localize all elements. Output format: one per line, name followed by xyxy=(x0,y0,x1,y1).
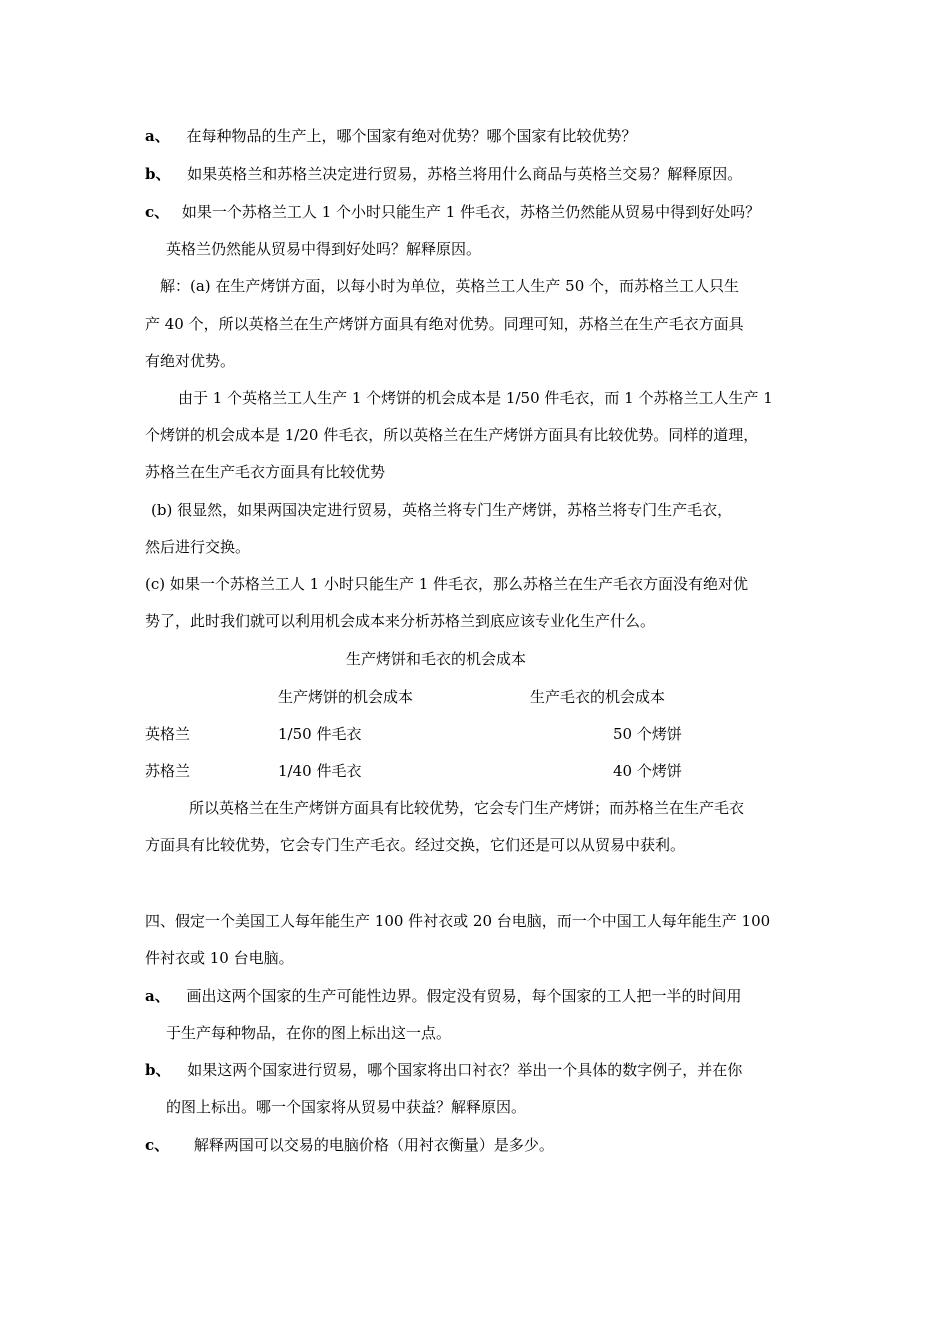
conclusion-line: 所以英格兰在生产烤饼方面具有比较优势，它会专门生产烤饼；而苏格兰在生产毛衣 xyxy=(189,799,745,817)
question-text: 在每种物品的生产上，哪个国家有绝对优势？哪个国家有比较优势？ xyxy=(186,127,637,145)
table-cell: 英格兰 xyxy=(145,725,191,743)
table-header: 生产毛衣的机会成本 xyxy=(530,688,666,706)
answer-c-line: (c) 如果一个苏格兰工人 1 小时只能生产 1 件毛衣，那么苏格兰在生产毛衣方面没有绝对优 xyxy=(145,575,749,593)
answer-a-line: 苏格兰在生产毛衣方面具有比较优势 xyxy=(145,463,386,481)
question-text: 如果一个苏格兰工人 1 个小时只能生产 1 件毛衣，苏格兰仍然能从贸易中得到好处吗？ xyxy=(181,203,761,221)
question-text: 如果这两个国家进行贸易，哪个国家将出口衬衣？举出一个具体的数字例子，并在你 xyxy=(187,1061,743,1079)
answer-a-line: 有绝对优势。 xyxy=(145,352,236,370)
answer-c-line: 势了，此时我们就可以利用机会成本来分析苏格兰到底应该专业化生产什么。 xyxy=(145,612,656,630)
table-cell: 40 个烤饼 xyxy=(613,762,682,780)
question-marker: a、 xyxy=(145,127,170,145)
section-4-intro: 四、假定一个美国工人每年能生产 100 件衬衣或 20 台电脑，而一个中国工人每年能生产 100 xyxy=(145,912,771,930)
answer-a-line: 个烤饼的机会成本是 1/20 件毛衣，所以英格兰在生产烤饼方面具有比较优势。同样的道理， xyxy=(145,426,759,444)
answer-a-line: 由于 1 个英格兰工人生产 1 个烤饼的机会成本是 1/50 件毛衣，而 1 个苏格兰工人生产 1 xyxy=(178,389,773,407)
question-a-cont: 于生产每种物品，在你的图上标出这一点。 xyxy=(166,1024,452,1042)
question-c xyxy=(145,201,760,222)
answer-a-line: 解：(a) 在生产烤饼方面，以每小时为单位，英格兰工人生产 50 个，而苏格兰工人只生 xyxy=(160,277,740,295)
question-b xyxy=(145,1059,742,1080)
question-marker: a、 xyxy=(145,987,170,1005)
table-cell: 1/50 件毛衣 xyxy=(278,725,362,743)
question-a xyxy=(145,985,742,1006)
answer-b-line: (b) 很显然，如果两国决定进行贸易，英格兰将专门生产烤饼，苏格兰将专门生产毛衣， xyxy=(151,501,733,519)
conclusion-line: 方面具有比较优势，它会专门生产毛衣。经过交换，它们还是可以从贸易中获利。 xyxy=(145,836,686,854)
question-text: 如果英格兰和苏格兰决定进行贸易，苏格兰将用什么商品与英格兰交易？解释原因。 xyxy=(187,165,743,183)
table-cell: 1/40 件毛衣 xyxy=(278,762,362,780)
question-text: 解释两国可以交易的电脑价格（用衬衣衡量）是多少。 xyxy=(193,1136,554,1154)
table-cell: 50 个烤饼 xyxy=(613,725,682,743)
question-b xyxy=(145,163,742,184)
table-title: 生产烤饼和毛衣的机会成本 xyxy=(346,650,527,668)
question-c xyxy=(145,1134,554,1155)
answer-b-line: 然后进行交换。 xyxy=(145,538,251,556)
question-c-cont: 英格兰仍然能从贸易中得到好处吗？解释原因。 xyxy=(166,240,482,258)
question-text: 画出这两个国家的生产可能性边界。假定没有贸易，每个国家的工人把一半的时间用 xyxy=(186,987,742,1005)
question-marker: c、 xyxy=(145,203,170,221)
question-marker: c、 xyxy=(145,1136,170,1154)
question-marker: b、 xyxy=(145,1061,171,1079)
answer-a-line: 产 40 个，所以英格兰在生产烤饼方面具有绝对优势。同理可知，苏格兰在生产毛衣方面具 xyxy=(145,315,744,333)
question-marker: b、 xyxy=(145,165,171,183)
question-b-cont: 的图上标出。哪一个国家将从贸易中获益？解释原因。 xyxy=(166,1098,527,1116)
question-a xyxy=(145,125,637,146)
table-cell: 苏格兰 xyxy=(145,762,191,780)
section-4-intro: 件衬衣或 10 台电脑。 xyxy=(145,949,294,967)
table-header: 生产烤饼的机会成本 xyxy=(278,688,414,706)
